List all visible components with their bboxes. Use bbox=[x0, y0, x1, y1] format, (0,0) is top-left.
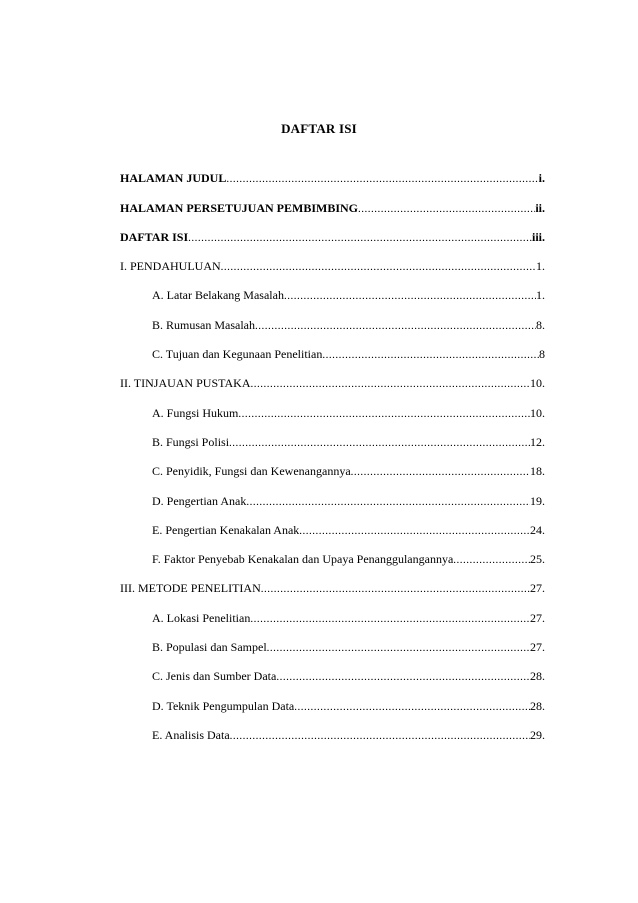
toc-leader bbox=[351, 464, 530, 480]
toc-entry-page: 10. bbox=[530, 376, 545, 390]
toc-leader bbox=[229, 435, 530, 451]
toc-entry-page: 1. bbox=[536, 259, 545, 273]
toc-leader bbox=[276, 669, 530, 685]
toc-leader bbox=[188, 230, 532, 246]
toc-entry-page: 8. bbox=[536, 318, 545, 332]
toc-entry-label: III. METODE PENELITIAN bbox=[120, 581, 261, 595]
toc-entry-label: A. Latar Belakang Masalah bbox=[152, 288, 284, 302]
toc-entry bbox=[152, 610, 545, 627]
toc-leader bbox=[250, 611, 530, 627]
toc-leader bbox=[250, 376, 530, 392]
toc-entry bbox=[120, 200, 545, 217]
toc-entry bbox=[152, 522, 545, 539]
toc-entry-label: A. Lokasi Penelitian bbox=[152, 611, 251, 625]
toc-entry-label: E. Pengertian Kenakalan Anak bbox=[152, 523, 300, 537]
toc-entry-page: 28. bbox=[530, 699, 545, 713]
toc-entry-label: E. Analisis Data bbox=[152, 728, 230, 742]
toc-entry-page: 24. bbox=[530, 523, 545, 537]
toc-entry bbox=[152, 434, 545, 451]
toc-leader bbox=[238, 406, 530, 422]
toc-entry-page: 12. bbox=[530, 435, 545, 449]
toc-entry bbox=[152, 727, 545, 744]
toc-leader bbox=[226, 171, 538, 187]
toc-leader bbox=[230, 728, 530, 744]
toc-entry bbox=[152, 639, 545, 656]
toc-entry bbox=[152, 698, 545, 715]
toc-entry bbox=[152, 493, 545, 510]
toc-entry bbox=[152, 551, 545, 568]
toc-leader bbox=[255, 318, 536, 334]
toc-entry bbox=[152, 346, 545, 363]
toc-entry-page: 27. bbox=[530, 581, 545, 595]
toc-entry bbox=[120, 258, 545, 275]
toc-entry-page: 28. bbox=[530, 669, 545, 683]
toc-entry-label: II. TINJAUAN PUSTAKA bbox=[120, 376, 251, 390]
toc-entry bbox=[152, 405, 545, 422]
toc-entry-label: C. Penyidik, Fungsi dan Kewenangannya bbox=[152, 464, 351, 478]
toc-entry bbox=[152, 287, 545, 304]
toc-entry-label: F. Faktor Penyebab Kenakalan dan Upaya Penanggulangannya bbox=[152, 552, 454, 566]
toc-entry-page: 19. bbox=[530, 494, 545, 508]
toc-entry-page: 18. bbox=[530, 464, 545, 478]
toc-entry-label: D. Pengertian Anak bbox=[152, 494, 247, 508]
toc-entry-label: B. Rumusan Masalah bbox=[152, 318, 255, 332]
toc-entry-label: B. Populasi dan Sampel bbox=[152, 640, 267, 654]
toc-entry-label: HALAMAN PERSETUJUAN PEMBIMBING bbox=[120, 201, 359, 215]
toc-entry bbox=[152, 668, 545, 685]
toc-entry-label: C. Jenis dan Sumber Data bbox=[152, 669, 277, 683]
toc-leader bbox=[267, 640, 530, 656]
toc-entry-page: i. bbox=[538, 171, 545, 185]
toc-leader bbox=[246, 494, 530, 510]
toc-entry-page: 8 bbox=[539, 347, 545, 361]
toc-leader bbox=[299, 523, 530, 539]
toc-leader bbox=[221, 259, 536, 275]
toc-entry-page: ii. bbox=[535, 201, 545, 215]
page-title: DAFTAR ISI bbox=[281, 121, 357, 136]
toc-entry-label: D. Teknik Pengumpulan Data bbox=[152, 699, 295, 713]
toc-leader bbox=[261, 581, 530, 597]
toc-entry-label: I. PENDAHULUAN bbox=[120, 259, 221, 273]
toc-entry bbox=[120, 229, 545, 246]
toc-leader bbox=[284, 288, 536, 304]
toc-entry-label: B. Fungsi Polisi bbox=[152, 435, 230, 449]
toc-entry bbox=[152, 317, 545, 334]
toc-entry-page: 27. bbox=[530, 640, 545, 654]
toc-entry-label: DAFTAR ISI bbox=[120, 230, 189, 244]
toc-entry-page: 29. bbox=[530, 728, 545, 742]
toc-entry-page: iii. bbox=[531, 230, 545, 244]
toc-entry-page: 27. bbox=[530, 611, 545, 625]
toc-leader bbox=[358, 201, 535, 217]
toc-entry-page: 1. bbox=[536, 288, 545, 302]
toc-entry-label: C. Tujuan dan Kegunaan Penelitian bbox=[152, 347, 323, 361]
toc-entry bbox=[120, 170, 545, 187]
toc-entry-label: HALAMAN JUDUL bbox=[120, 171, 227, 185]
toc-entry bbox=[120, 375, 545, 392]
toc-entry bbox=[120, 580, 545, 597]
toc-entry-page: 25. bbox=[530, 552, 545, 566]
toc-leader bbox=[322, 347, 539, 363]
toc-entry-page: 10. bbox=[530, 406, 545, 420]
toc-leader bbox=[294, 699, 530, 715]
toc-leader bbox=[453, 552, 530, 568]
toc-entry-label: A. Fungsi Hukum bbox=[152, 406, 239, 420]
toc-entry bbox=[152, 463, 545, 480]
